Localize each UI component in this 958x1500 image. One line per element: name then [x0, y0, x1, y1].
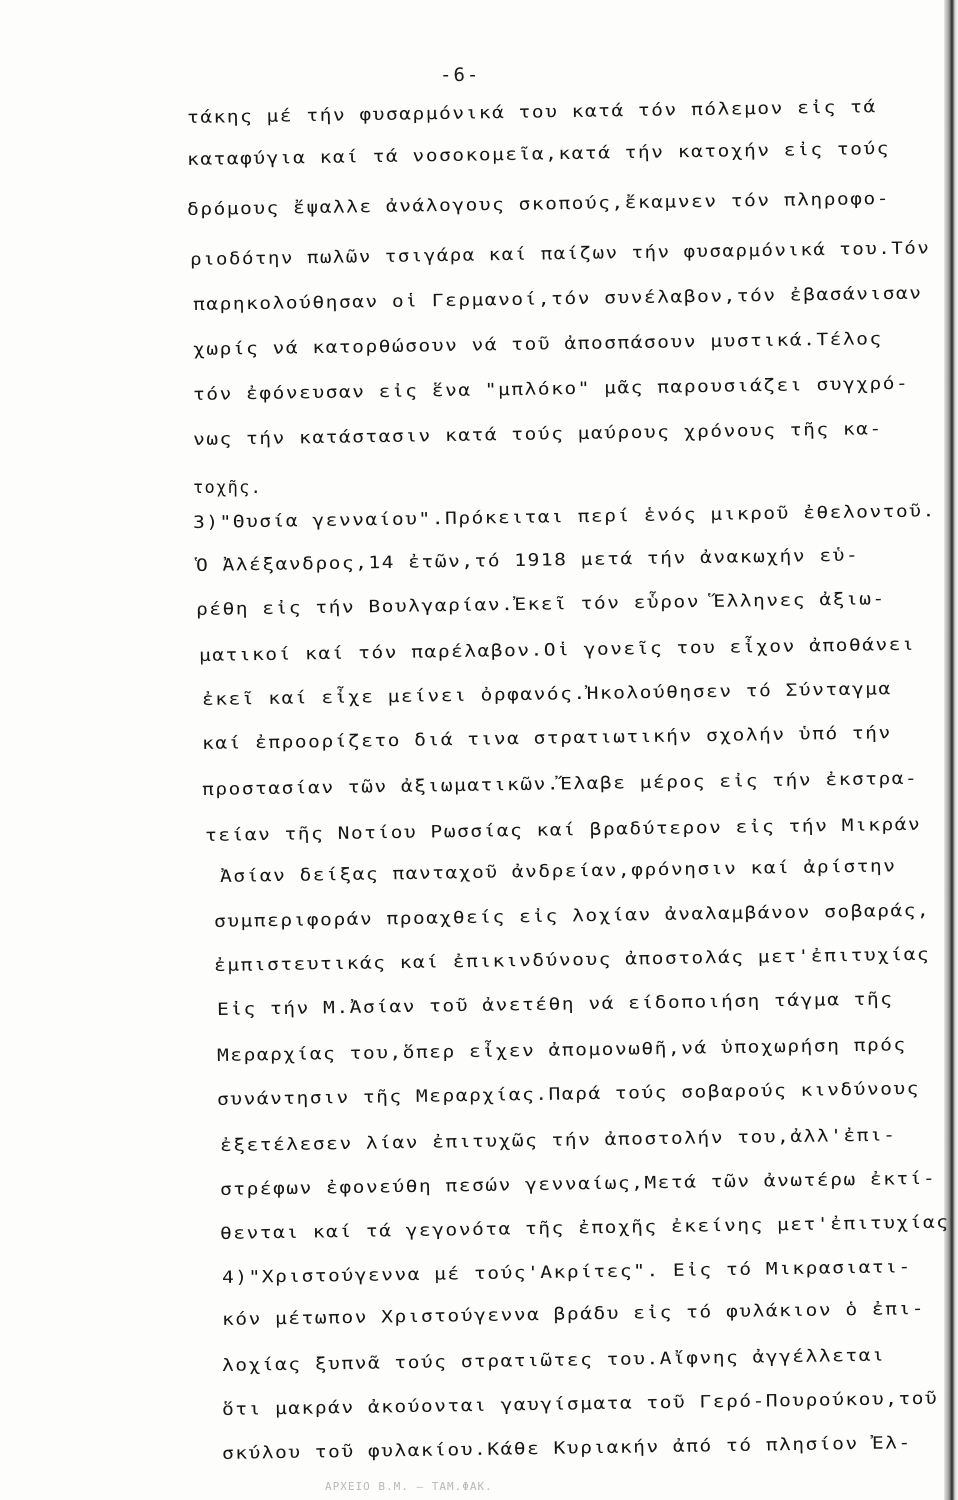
text-line: συνάντησιν τῆς Μεραρχίας.Παρά τούς σοβαρούς κινδύνους — [216, 1078, 921, 1110]
text-line: χωρίς νά κατορθώσουν νά τοῦ ἀποσπάσουν μυστικά.Τέλος — [192, 329, 883, 360]
text-line: ἐξετέλεσεν λίαν ἐπιτυχῶς τήν ἀποστολήν του,ἀλλ'ἐπι- — [219, 1125, 897, 1156]
archive-footer-stamp: ΑΡΧΕΙΟ Β.Μ. — ΤΑΜ.ΦΑΚ. — [325, 1480, 493, 1493]
text-line: καί ἐπροορίζετο διά τινα στρατιωτικήν σχολήν ὑπό τήν — [201, 723, 892, 754]
text-line: Εἰς τήν Μ.Ἀσίαν τοῦ ἀνετέθη νά είδοποιήση τάγμα τῆς — [216, 989, 894, 1020]
page-edge-shadow — [944, 0, 958, 1500]
text-line: καταφύγια καί τά νοσοκομεῖα,κατά τήν κατοχήν εἰς τούς — [186, 138, 891, 170]
text-line: τοχῆς. — [193, 478, 263, 498]
text-line: προστασίαν τῶν ἀξιωματικῶν.Ἔλαβε μέρος εἰς τήν ἐκστρα- — [201, 768, 919, 800]
text-line: κόν μέτωπον Χριστούγεννα βράδυ εἰς τό φυλάκιον ὁ ἐπι- — [221, 1298, 926, 1330]
text-line: συμπεριφοράν προαχθείς εἰς λοχίαν ἀναλαμβάνον σοβαράς, — [213, 900, 931, 932]
text-line: ρέθη εἰς τήν Βουλγαρίαν.Ἐκεῖ τόν εὗρον Ἕλληνες ἀξιω- — [195, 589, 886, 620]
text-line: στρέφων ἐφονεύθη πεσών γενναίως,Μετά τῶν ἀνωτέρω ἐκτί- — [219, 1168, 937, 1200]
text-line: τείαν τῆς Νοτίου Ρωσσίας καί βραδύτερον εἰς τήν Μικράν — [204, 814, 922, 846]
text-line: ματικοί καί τόν παρέλαβον.Οἱ γονεῖς του εἶχον ἀποθάνει — [198, 634, 916, 666]
page-number: -6- — [440, 64, 481, 86]
text-line: δρόμους ἔψαλλε ἀνάλογους σκοπούς,ἔκαμνεν τόν πληροφο- — [186, 188, 891, 220]
text-line: ριοδότην πωλῶν τσιγάρα καί παίζων τήν φυσαρμόνικά του.Τόν — [189, 238, 931, 270]
text-line: 3)"Θυσία γενναίου".Πρόκειται περί ἑνός μικροῦ ἐθελοντοῦ. — [192, 501, 936, 533]
text-line: 4)"Χριστούγεννα μέ τούς'Ακρίτες". Εἰς τό Μικρασιατι- — [221, 1257, 912, 1288]
text-line: ὅτι μακράν ἀκούονται γαυγίσματα τοῦ Γερό-Πουρούκου,τοῦ — [221, 1388, 939, 1420]
text-line: θενται καί τά γεγονότα τῆς ἐποχῆς ἐκείνης μετ'ἐπιτυχίας — [219, 1212, 950, 1244]
text-line: ἐμπιστευτικάς καί ἐπικινδύνους ἀποστολάς μετ'ἐπιτυχίας — [213, 944, 931, 976]
text-line: λοχίας ξυπνᾶ τούς στρατιῶτες του.Αἴφνης ἀγγέλλεται — [221, 1345, 886, 1376]
text-line: ἐκεῖ καί εἶχε μείνει ὀρφανός.Ἠκολούθησεν τό Σύνταγμα — [201, 679, 892, 710]
text-line: Ὁ Ἀλέξανδρος,14 ἐτῶν,τό 1918 μετά τήν ἀνακωχήν εὑ- — [195, 545, 860, 576]
text-line: Μεραρχίας του,ὅπερ εἶχεν ἀπομονωθῆ,νά ὑποχωρήση πρός — [216, 1035, 907, 1066]
text-line: τόν ἐφόνευσαν εἰς ἕνα "μπλόκο" μᾶς παρουσιάζει συγχρό- — [192, 373, 910, 405]
text-line: Ἀσίαν δείξας πανταχοῦ ἀνδρείαν,φρόνησιν καί ἀρίστην — [219, 856, 897, 887]
text-line: σκύλου τοῦ φυλακίου.Κάθε Κυριακήν ἀπό τό πλησίον Ἐλ- — [221, 1433, 912, 1464]
text-line: παρηκολούθησαν οἱ Γερμανοί,τόν συνέλαβον,τόν ἐβασάνισαν — [192, 283, 923, 315]
text-line: τάκης μέ τήν φυσαρμόνικά του κατά τόν πόλεμον εἰς τά — [186, 97, 877, 128]
text-line: νως τήν κατάστασιν κατά τούς μαύρους χρόνους τῆς κα- — [192, 419, 883, 450]
